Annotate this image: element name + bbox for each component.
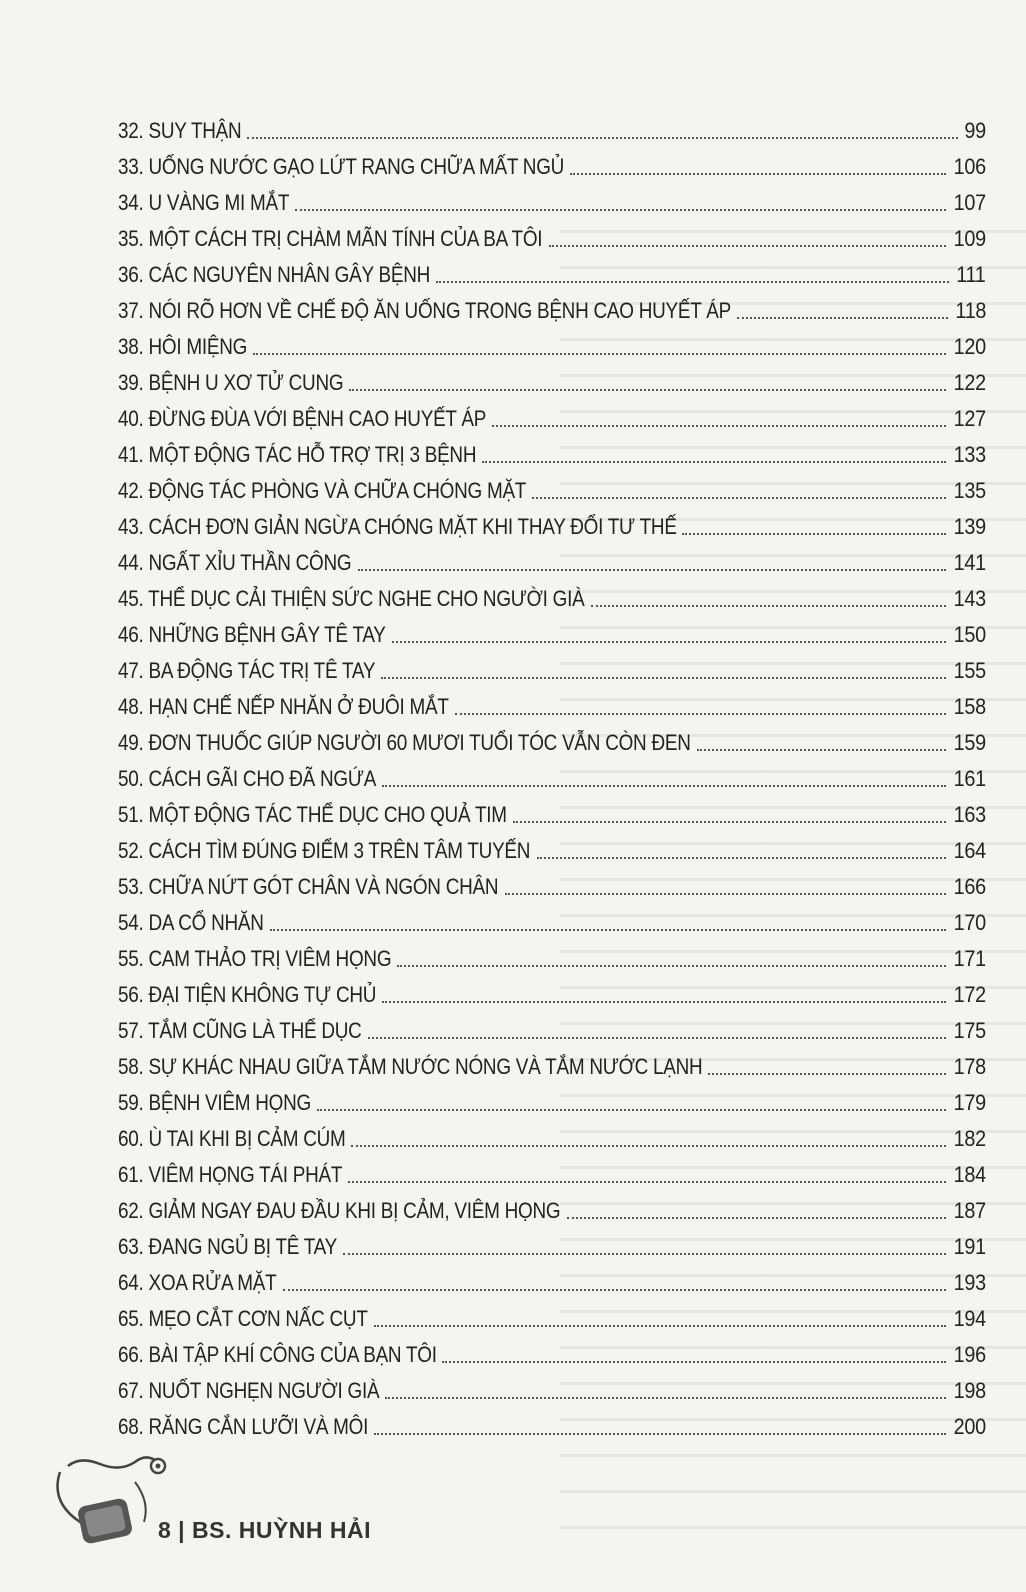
dot-leader <box>385 1397 946 1399</box>
toc-entry <box>118 686 986 722</box>
dot-leader <box>591 605 946 607</box>
toc-entry <box>118 326 986 362</box>
toc-entry-page-number: 111 <box>956 262 986 287</box>
toc-entry-page-number: 127 <box>953 406 986 431</box>
toc-entry-page-number: 193 <box>953 1270 986 1295</box>
toc-entry <box>118 398 986 434</box>
toc-entry-page-number: 106 <box>953 154 986 179</box>
dot-leader <box>482 461 946 463</box>
toc-entry-title: 55. CAM THẢO TRỊ VIÊM HỌNG <box>118 946 392 971</box>
toc-entry-page-number: 155 <box>953 658 986 683</box>
toc-entry-title: 39. BỆNH U XƠ TỬ CUNG <box>118 370 344 395</box>
toc-entry-title: 60. Ù TAI KHI BỊ CẢM CÚM <box>118 1126 346 1151</box>
dot-leader <box>374 1325 946 1327</box>
toc-entry-title: 35. MỘT CÁCH TRỊ CHÀM MÃN TÍNH CỦA BA TÔI <box>118 226 543 251</box>
toc-entry <box>118 1226 986 1262</box>
toc-entry <box>118 1190 986 1226</box>
dot-leader <box>570 173 946 175</box>
toc-entry-page-number: 141 <box>953 550 986 575</box>
dot-leader <box>368 1037 946 1039</box>
toc-entry-title: 48. HẠN CHẾ NẾP NHĂN Ở ĐUÔI MẮT <box>118 694 449 719</box>
toc-entry-title: 41. MỘT ĐỘNG TÁC HỖ TRỢ TRỊ 3 BỆNH <box>118 442 477 467</box>
toc-entry <box>118 794 986 830</box>
dot-leader <box>343 1253 947 1255</box>
toc-entry-page-number: 172 <box>953 982 986 1007</box>
toc-entry <box>118 218 986 254</box>
toc-entry-title: 66. BÀI TẬP KHÍ CÔNG CỦA BẠN TÔI <box>118 1342 437 1367</box>
toc-entry <box>118 434 986 470</box>
dot-leader <box>381 677 946 679</box>
toc-entry <box>118 1082 986 1118</box>
toc-entry-title: 67. NUỐT NGHẸN NGƯỜI GIÀ <box>118 1378 380 1403</box>
toc-entry-page-number: 158 <box>953 694 986 719</box>
dot-leader <box>567 1217 946 1219</box>
toc-entry-page-number: 133 <box>953 442 986 467</box>
dot-leader <box>737 317 948 319</box>
stethoscope-icon <box>40 1442 170 1552</box>
toc-entry-title: 45. THỂ DỤC CẢI THIỆN SỨC NGHE CHO NGƯỜI GIÀ <box>118 586 585 611</box>
dot-leader <box>382 1001 946 1003</box>
toc-entry-page-number: 198 <box>953 1378 986 1403</box>
toc-entry-title: 32. SUY THẬN <box>118 118 242 143</box>
toc-entry <box>118 362 986 398</box>
toc-entry <box>118 110 986 146</box>
toc-entry-title: 42. ĐỘNG TÁC PHÒNG VÀ CHỮA CHÓNG MẶT <box>118 478 527 503</box>
toc-entry-title: 68. RĂNG CẮN LƯỠI VÀ MÔI <box>118 1414 369 1439</box>
dot-leader <box>374 1433 946 1435</box>
toc-entry-title: 56. ĐẠI TIỆN KHÔNG TỰ CHỦ <box>118 982 377 1007</box>
dot-leader <box>537 857 947 859</box>
toc-entry-page-number: 179 <box>953 1090 986 1115</box>
toc-entry-page-number: 122 <box>953 370 986 395</box>
dot-leader <box>532 497 947 499</box>
toc-entry-title: 33. UỐNG NƯỚC GẠO LỨT RANG CHỮA MẤT NGỦ <box>118 154 565 179</box>
toc-entry <box>118 578 986 614</box>
toc-entry <box>118 1370 986 1406</box>
toc-entry-title: 52. CÁCH TÌM ĐÚNG ĐIỂM 3 TRÊN TÂM TUYẾN <box>118 838 531 863</box>
toc-entry <box>118 146 986 182</box>
toc-entry-title: 54. DA CỔ NHĂN <box>118 910 264 935</box>
toc-entry <box>118 470 986 506</box>
toc-entry-page-number: 184 <box>953 1162 986 1187</box>
dot-leader <box>295 209 946 211</box>
toc-entry <box>118 182 986 218</box>
dot-leader <box>283 1289 946 1291</box>
toc-entry <box>118 1334 986 1370</box>
toc-entry-title: 63. ĐANG NGỦ BỊ TÊ TAY <box>118 1234 337 1259</box>
toc-entry-title: 47. BA ĐỘNG TÁC TRỊ TÊ TAY <box>118 658 376 683</box>
dot-leader <box>455 713 946 715</box>
dot-leader <box>349 389 946 391</box>
toc-entry <box>118 902 986 938</box>
dot-leader <box>436 281 950 283</box>
toc-entry <box>118 974 986 1010</box>
toc-entry-page-number: 161 <box>953 766 986 791</box>
toc-entry-title: 40. ĐỪNG ĐÙA VỚI BỆNH CAO HUYẾT ÁP <box>118 406 487 431</box>
toc-entry-title: 43. CÁCH ĐƠN GIẢN NGỪA CHÓNG MẶT KHI THAY ĐỔI TƯ THẾ <box>118 514 677 539</box>
toc-entry-page-number: 150 <box>953 622 986 647</box>
toc-entry-page-number: 182 <box>953 1126 986 1151</box>
dot-leader <box>358 569 947 571</box>
toc-entry-title: 57. TẮM CŨNG LÀ THỂ DỤC <box>118 1018 362 1043</box>
toc-entry-page-number: 120 <box>953 334 986 359</box>
toc-entry-page-number: 109 <box>953 226 986 251</box>
dot-leader <box>708 1073 946 1075</box>
toc-entry <box>118 542 986 578</box>
toc-entry <box>118 830 986 866</box>
toc-entry <box>118 254 986 290</box>
toc-entry <box>118 1298 986 1334</box>
dot-leader <box>351 1145 946 1147</box>
toc-entry-title: 51. MỘT ĐỘNG TÁC THỂ DỤC CHO QUẢ TIM <box>118 802 507 827</box>
toc-entry-page-number: 166 <box>953 874 986 899</box>
dot-leader <box>270 929 946 931</box>
toc-entry <box>118 1262 986 1298</box>
toc-entry <box>118 290 986 326</box>
toc-entry-page-number: 196 <box>953 1342 986 1367</box>
toc-entry-page-number: 164 <box>953 838 986 863</box>
table-of-contents <box>118 110 986 1442</box>
toc-entry-page-number: 163 <box>953 802 986 827</box>
toc-entry-title: 65. MẸO CẮT CƠN NẤC CỤT <box>118 1306 368 1331</box>
toc-entry-page-number: 139 <box>953 514 986 539</box>
toc-entry-page-number: 175 <box>953 1018 986 1043</box>
toc-entry-page-number: 135 <box>953 478 986 503</box>
dot-leader <box>317 1109 946 1111</box>
toc-entry <box>118 1118 986 1154</box>
dot-leader <box>397 965 946 967</box>
toc-entry <box>118 506 986 542</box>
toc-entry-page-number: 118 <box>955 298 986 323</box>
toc-entry-page-number: 107 <box>953 190 986 215</box>
footer-page-author: 8 | BS. HUỲNH HẢI <box>158 1517 372 1543</box>
toc-entry-page-number: 143 <box>953 586 986 611</box>
toc-entry <box>118 614 986 650</box>
toc-entry-title: 37. NÓI RÕ HƠN VỀ CHẾ ĐỘ ĂN UỐNG TRONG BỆNH CAO HUYẾT ÁP <box>118 298 731 323</box>
toc-entry-title: 36. CÁC NGUYÊN NHÂN GÂY BỆNH <box>118 262 431 287</box>
toc-entry <box>118 938 986 974</box>
toc-entry-title: 59. BỆNH VIÊM HỌNG <box>118 1090 312 1115</box>
toc-entry-page-number: 99 <box>964 118 986 143</box>
toc-entry-title: 38. HÔI MIỆNG <box>118 334 248 359</box>
dot-leader <box>247 137 958 139</box>
dot-leader <box>382 785 946 787</box>
dot-leader <box>697 749 947 751</box>
dot-leader <box>348 1181 946 1183</box>
toc-entry-page-number: 191 <box>953 1234 986 1259</box>
toc-entry-title: 44. NGẤT XỈU THẦN CÔNG <box>118 550 352 575</box>
toc-entry-page-number: 159 <box>953 730 986 755</box>
dot-leader <box>682 533 946 535</box>
dot-leader <box>442 1361 946 1363</box>
toc-entry-title: 58. SỰ KHÁC NHAU GIỮA TẮM NƯỚC NÓNG VÀ TẮM NƯỚC LẠNH <box>118 1054 703 1079</box>
dot-leader <box>513 821 946 823</box>
page-footer <box>40 1442 540 1552</box>
toc-entry <box>118 1406 986 1442</box>
toc-entry-title: 49. ĐƠN THUỐC GIÚP NGƯỜI 60 MƯƠI TUỔI TÓC VẪN CÒN ĐEN <box>118 730 691 755</box>
toc-entry-title: 64. XOA RỬA MẶT <box>118 1270 277 1295</box>
dot-leader <box>392 641 946 643</box>
dot-leader <box>492 425 946 427</box>
toc-entry-title: 62. GIẢM NGAY ĐAU ĐẦU KHI BỊ CẢM, VIÊM HỌNG <box>118 1198 561 1223</box>
toc-entry <box>118 722 986 758</box>
toc-entry <box>118 650 986 686</box>
toc-entry <box>118 758 986 794</box>
toc-entry-page-number: 178 <box>953 1054 986 1079</box>
dot-leader <box>253 353 946 355</box>
toc-entry <box>118 1154 986 1190</box>
toc-entry-page-number: 187 <box>953 1198 986 1223</box>
toc-entry <box>118 1010 986 1046</box>
toc-entry-title: 46. NHỮNG BỆNH GÂY TÊ TAY <box>118 622 386 647</box>
toc-entry-page-number: 170 <box>953 910 986 935</box>
toc-entry-page-number: 171 <box>953 946 986 971</box>
toc-entry-title: 34. U VÀNG MI MẮT <box>118 190 290 215</box>
toc-entry <box>118 866 986 902</box>
dot-leader <box>505 893 947 895</box>
toc-entry-title: 53. CHỮA NỨT GÓT CHÂN VÀ NGÓN CHÂN <box>118 874 499 899</box>
toc-entry-title: 50. CÁCH GÃI CHO ĐÃ NGỨA <box>118 766 377 791</box>
toc-entry <box>118 1046 986 1082</box>
toc-entry-page-number: 200 <box>953 1414 986 1439</box>
dot-leader <box>549 245 946 247</box>
toc-entry-page-number: 194 <box>953 1306 986 1331</box>
toc-entry-title: 61. VIÊM HỌNG TÁI PHÁT <box>118 1162 343 1187</box>
